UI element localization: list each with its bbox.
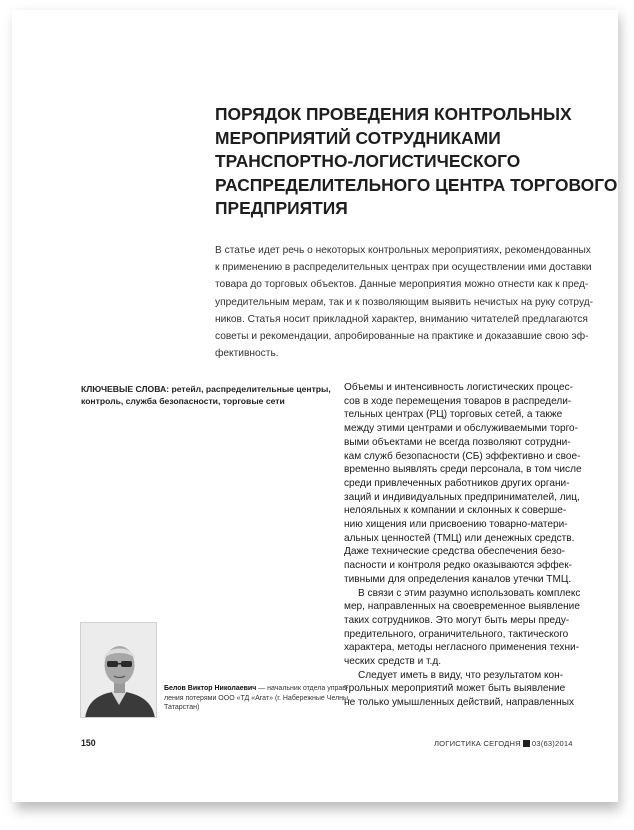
square-separator-icon bbox=[523, 740, 530, 747]
keywords-line: контроль, служба безопасности, торговые сети bbox=[81, 396, 285, 407]
body-line: сов в ходе перемещения товаров в распредели- bbox=[344, 395, 572, 407]
keywords bbox=[81, 383, 331, 408]
abstract-line: советы и рекомендации, апробированные на практике и доказавшие свою эф- bbox=[215, 331, 589, 343]
author-info bbox=[164, 684, 351, 713]
journal-footer bbox=[434, 739, 573, 748]
article-abstract bbox=[215, 242, 594, 362]
body-line: таких сотрудников. Это могут быть меры преду- bbox=[344, 614, 570, 626]
abstract-line: упредительным мерам, так и к позволяющим выявить нечистых на руку сотруд- bbox=[215, 296, 594, 308]
body-line: тельных центрах (РЦ) торговых сетей, а также bbox=[344, 409, 563, 421]
journal-issue: 03(63)2014 bbox=[531, 739, 573, 748]
journal-name: ЛОГИСТИКА СЕГОДНЯ bbox=[434, 739, 521, 748]
body-line: предительного, ограничительного, тактического bbox=[344, 628, 569, 640]
body-line: характера, методы негласного применения техни- bbox=[344, 642, 580, 654]
author-portrait-image bbox=[81, 623, 157, 718]
keywords-line: КЛЮЧЕВЫЕ СЛОВА: ретейл, распределительные центры, bbox=[81, 384, 331, 394]
abstract-line: товара до торговых объектов. Данные мероприятия можно отнести как к пред- bbox=[215, 279, 589, 291]
title-line: РАСПРЕДЕЛИТЕЛЬНОГО ЦЕНТРА ТОРГОВОГО bbox=[215, 174, 618, 195]
title-line: ТРАНСПОРТНО-ЛОГИСТИЧЕСКОГО bbox=[215, 151, 521, 172]
body-line: нию хищения или присвоению товарно-матери- bbox=[344, 519, 568, 531]
author-photo bbox=[80, 622, 157, 718]
title-line: МЕРОПРИЯТИЙ СОТРУДНИКАМИ bbox=[215, 127, 501, 148]
article-body bbox=[344, 381, 592, 710]
body-line: временно выявлять среди персонала, в том числе bbox=[344, 464, 582, 476]
author-description: ления потерями ООО «ТД «Агат» (г. Набережные Челны, bbox=[164, 694, 351, 702]
body-line: мер, направленных на своевременное выявление bbox=[344, 601, 580, 613]
title-line: ПРЕДПРИЯТИЯ bbox=[215, 198, 348, 219]
journal-page bbox=[12, 10, 618, 802]
abstract-line: к применению в распределительных центрах при осуществлении ими доставки bbox=[215, 262, 592, 274]
body-line: тивными для определения каналов утечки ТМЦ. bbox=[344, 573, 572, 585]
body-line: Даже технические средства обеспечения безо- bbox=[344, 546, 566, 558]
abstract-line: фективность. bbox=[215, 348, 279, 360]
body-line: ческих средств и т.д. bbox=[344, 656, 442, 668]
body-line: пасности и контроля редко оказываются эффек- bbox=[344, 560, 573, 572]
abstract-line: ников. Статья носит прикладной характер, вниманию читателей предлагаются bbox=[215, 313, 588, 325]
body-line: Следует иметь в виду, что результатом кон- bbox=[358, 669, 564, 681]
body-line: Объемы и интенсивность логистических процес- bbox=[344, 382, 573, 393]
title-line: ПОРЯДОК ПРОВЕДЕНИЯ КОНТРОЛЬНЫХ bbox=[215, 104, 572, 124]
body-line: не только умышленных действий, направленных bbox=[344, 697, 574, 709]
body-line: В связи с этим разумно использовать комплекс bbox=[358, 587, 581, 599]
body-line: заций и индивидуальных предпринимателей, лиц, bbox=[344, 491, 580, 503]
abstract-line: В статье идет речь о некоторых контрольных мероприятиях, рекомендованных bbox=[215, 245, 591, 256]
article-title bbox=[215, 103, 618, 221]
body-line: между этими центрами и обслуживаемыми торго- bbox=[344, 423, 579, 435]
body-line: среди привлеченных работников других органи- bbox=[344, 477, 570, 489]
body-line: выми объектами не всегда позволяют сотрудни- bbox=[344, 436, 571, 448]
author-description: — начальник отдела управ- bbox=[256, 685, 349, 692]
author-description: Татарстан) bbox=[164, 704, 200, 712]
body-line: кам служб безопасности (СБ) эффективно и свое- bbox=[344, 450, 581, 462]
author-name: Белов Виктор Николаевич bbox=[164, 685, 257, 692]
page-number: 150 bbox=[81, 738, 96, 748]
body-line: нелояльных к компании и склонных к соверше- bbox=[344, 505, 567, 517]
body-line: альных ценностей (ТМЦ) или денежных средств. bbox=[344, 532, 575, 544]
body-line: трольных мероприятий может быть выявление bbox=[344, 683, 566, 695]
